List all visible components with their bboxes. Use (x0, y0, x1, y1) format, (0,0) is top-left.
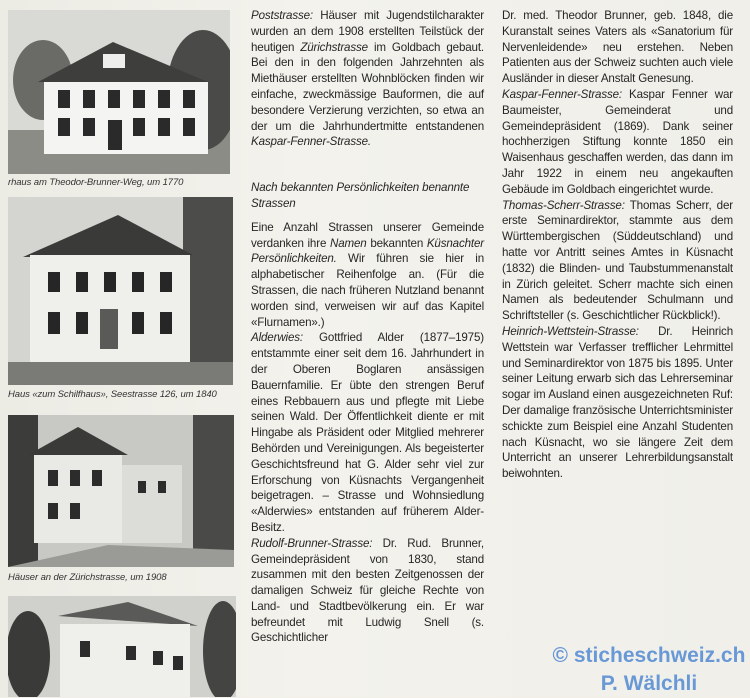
photo-schilfhaus (8, 197, 233, 385)
watermark-line2: P. Wälchli (600, 672, 698, 695)
brunner-entry (251, 536, 484, 647)
photo2-caption: Haus «zum Schilfhaus», Seestrasse 126, um 1840 (8, 389, 217, 400)
photo-zuerichstrasse (8, 415, 234, 567)
intro-text2: im Goldbach gebaut. Bei den in den folgenden Jahrzehnten als Miethäuser erstellten Wohnblöcken finden wir einfache, zweckmässige Bauformen, die auf besondere Verzierung verzichten, so etwa an der um die Jahrhundertmitte entstandenen (251, 40, 484, 133)
persons-intro-c: Wir führen sie hier in alphabetischer Reihenfolge an. (Für die Strassen, die nach früheren Nutzland benannt worden sind, verweisen wir auf das Kapitel «Flurnamen».) (251, 252, 484, 329)
intro-street: Zürichstrasse (300, 40, 368, 54)
watermark (548, 642, 750, 698)
brunner-text: Dr. Rud. Brunner, Gemeindepräsident von 1830, stand zusammen mit den besten Zeitgenossen der damaligen Schweiz für gleiche Rechte von Land- und Stadtbevölkerung ein. Er war befreundet mit Ludwig Snell (s. Geschichtlicher (251, 536, 484, 645)
wettstein-term: Heinrich-Wettstein-Strasse: (502, 324, 639, 338)
namen-term: Namen (329, 236, 367, 250)
photo-house-bottom (8, 596, 236, 697)
scherr-entry (502, 198, 733, 324)
scherr-term: Thomas-Scherr-Strasse: (502, 198, 625, 212)
persons-term: Küsnachter Persönlichkeiten. (251, 236, 484, 266)
alderwies-entry (251, 330, 484, 535)
persons-intro (251, 220, 484, 331)
fenner-term: Kaspar-Fenner-Strasse: (502, 87, 622, 101)
poststrasse-term: Poststrasse: (251, 9, 313, 22)
brunner-term: Rudolf-Brunner-Strasse: (251, 536, 373, 550)
brunner-continued: Dr. med. Theodor Brunner, geb. 1848, die Kuranstalt seines Vaters als «Sanatorium für Nervenleidende» neu erstehen. Neben Patienten aus der Schweiz suchten auch viele Ausländer in dieser Anstalt Genesung. (502, 9, 733, 86)
scherr-text: Thomas Scherr, der erste Seminardirektor, stammte aus dem Württembergischen (Süddeutschland) und hatte vor Antritt seines Amtes in Küsnacht (1832) die Blinden- und Taubstummenanstalt in Zürich geleitet. Scherr machte sich einen Namen als bedeutender Schulmann und Schriftsteller (s. Geschichtlicher Rückblick!). (502, 198, 733, 323)
alderwies-text: Gottfried Alder (1877–1975) entstammte einer seit dem 16. Jahrhundert in der Oberen Boglaren ansässigen Bauernfamilie. Er übte den strengen Beruf eines Rebbauern aus und pflegte mit Liebe seinen Wald. Der Öffentlichkeit diente er mit Hingabe als Präsident oder Mitglied mehrerer Behörden und Vereinigungen. Als begeisterter Geschichtsfreund hat G. Alder sehr viel zur Erforschung von Küsnachts Vergangenheit beigetragen. – Strasse und Wohnsiedlung «Alderwies» entstanden auf früherem Alder-Besitz. (251, 331, 484, 534)
photo1-caption: rhaus am Theodor-Brunner-Weg, um 1770 (8, 177, 184, 188)
photo-farmhouse (8, 10, 230, 174)
section-heading: Nach bekannten Persönlichkeiten benannte Strassen (251, 181, 470, 210)
persons-intro-b: bekannten (366, 236, 427, 250)
alderwies-term: Alderwies: (251, 331, 303, 345)
fenner-text: Kaspar Fenner war Baumeister, Gemeinderat und Gemeindepräsident (1869). Dank seiner hochherzigen Stiftung konnte 1850 ein Waisenhaus geschaffen werden, das dann im Jahr 1922 in einem neu angekauften Gebäude im Goldbach eingerichtet wurde. (502, 87, 733, 196)
photo3-caption: Häuser an der Zürichstrasse, um 1908 (8, 572, 167, 583)
intro-street2: Kaspar-Fenner-Strasse. (251, 135, 371, 149)
wettstein-text: Dr. Heinrich Wettstein war Verfasser trefflicher Lehrmittel und Seminardirektor von 1875 bis 1895. Unter seiner Leitung erwarb sich das Lehrerseminar sogar im Ausland einen ausgezeichneten Ruf: Der damalige französische Unterrichtsminister schickte zum Beispiel eine Anzahl Studenten nach Küsnacht, wo sie längere Zeit dem Unterricht an unserer Lehrerbildungsanstalt beiwohnten. (502, 324, 733, 481)
middle-column (251, 8, 484, 646)
right-column (502, 8, 733, 482)
intro-paragraph (251, 8, 484, 150)
watermark-line1: © sticheschweiz.ch (552, 644, 746, 667)
fenner-entry (502, 87, 733, 198)
intro-text: Häuser mit Jugendstilcharakter wurden an dem 1908 erstellten Teilstück der heutigen (251, 9, 484, 54)
wettstein-entry (502, 324, 733, 482)
persons-intro-a: Eine Anzahl Strassen unserer Gemeinde verdanken ihre (251, 220, 484, 250)
